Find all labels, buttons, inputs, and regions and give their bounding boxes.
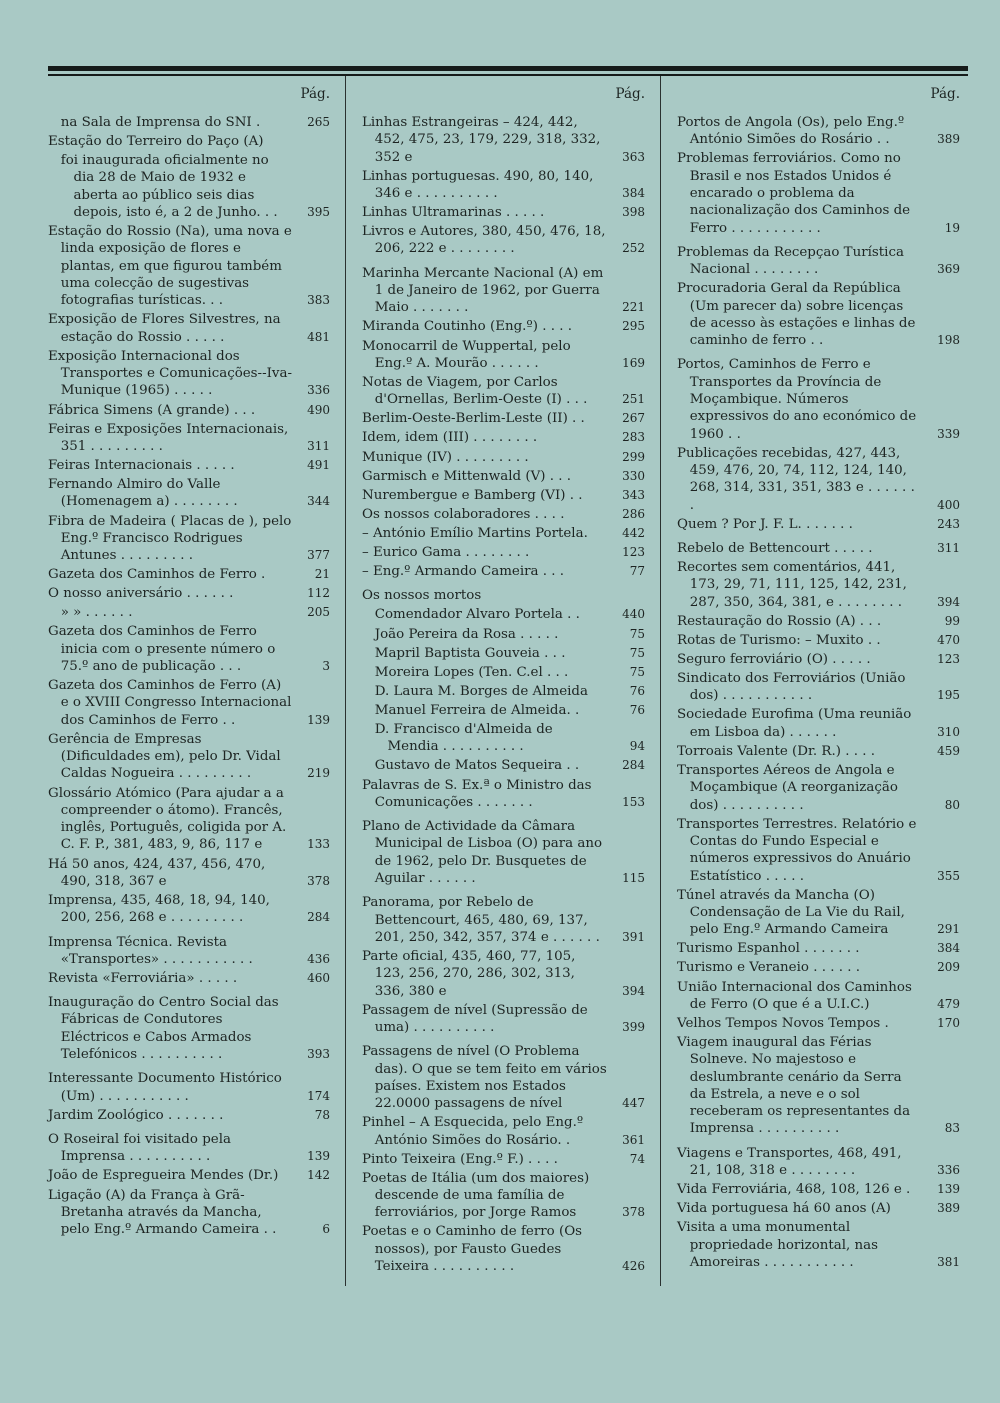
index-entry xyxy=(48,731,330,783)
index-entry xyxy=(677,559,960,611)
entry-page-number: 75 xyxy=(629,645,645,660)
index-entry xyxy=(362,1223,645,1275)
entry-page-number: 384 xyxy=(622,185,645,200)
entry-title: Nurembergue e Bamberg (VI) . . xyxy=(362,487,583,503)
entry-title: – Eng.º Armando Cameira . . . xyxy=(362,564,565,580)
entry-page-number: 343 xyxy=(622,487,645,502)
entry-page-number: 377 xyxy=(307,548,330,563)
entry-title: Munique (IV) . . . . . . . . . xyxy=(362,449,529,465)
entry-page-number: 205 xyxy=(307,605,330,620)
entry-title: Linhas Ultramarinas . . . . . xyxy=(362,205,545,221)
index-entry xyxy=(362,563,645,580)
index-entry xyxy=(48,1107,330,1124)
index-entry xyxy=(677,1145,960,1180)
entry-title: » » . . . . . . xyxy=(60,605,133,621)
index-entry xyxy=(48,785,330,854)
index-entry xyxy=(677,244,960,279)
top-rule xyxy=(48,66,968,71)
entry-page-number: 174 xyxy=(307,1088,330,1103)
entry-page-number: 310 xyxy=(937,724,960,739)
index-entry xyxy=(48,402,330,419)
entry-title: Plano de Actividade da Câmara Municipal de Lisboa (O) para ano de 1962, pelo Dr. Busquetes de Aguilar . . . . . . xyxy=(362,819,603,886)
entry-page-number: 426 xyxy=(622,1259,645,1274)
index-entry xyxy=(677,1181,960,1198)
entry-title: Torroais Valente (Dr. R.) . . . . xyxy=(677,743,876,759)
index-entry xyxy=(48,1187,330,1239)
index-entry xyxy=(362,626,645,643)
index-entry xyxy=(362,204,645,221)
index-entry xyxy=(677,516,960,533)
entry-page-number: 447 xyxy=(622,1096,645,1111)
entry-title: Transportes Aéreos de Angola e Moçambique (A reorganização dos) . . . . . . . . . . xyxy=(677,762,898,813)
entry-page-number: 115 xyxy=(622,871,645,885)
index-entry xyxy=(677,816,960,885)
entry-page-number: 80 xyxy=(944,797,960,812)
entry-title: Glossário Atómico (Para ajudar a a compreender o átomo). Francês, inglês, Português, coligida por A. C. F. P., 381, 483, 9, 86, 117 e xyxy=(48,785,287,853)
entry-page-number: 133 xyxy=(307,837,330,852)
entry-page-number: 267 xyxy=(622,411,645,426)
entry-page-number: 198 xyxy=(937,333,960,348)
entry-title: Revista «Ferroviária» . . . . . xyxy=(48,970,238,986)
entry-title: Gustavo de Matos Sequeira . . xyxy=(374,758,580,774)
index-entry xyxy=(48,994,330,1063)
entry-title: Publicações recebidas, 427, 443, 459, 476, 20, 74, 112, 124, 140, 268, 314, 331, 351, 383 e . . . . . . . xyxy=(677,445,915,513)
entry-page-number: 75 xyxy=(629,626,645,641)
entry-page-number: 252 xyxy=(622,241,645,256)
entry-title: Imprensa, 435, 468, 18, 94, 140, 200, 256, 268 e . . . . . . . . . xyxy=(48,892,270,926)
index-entry xyxy=(677,632,960,649)
index-entry xyxy=(677,743,960,760)
index-entry xyxy=(362,948,645,1000)
entry-title: Velhos Tempos Novos Tempos . xyxy=(677,1015,889,1031)
entry-page-number: 286 xyxy=(622,506,645,521)
entry-page-number: 195 xyxy=(937,688,960,703)
entry-title: Gazeta dos Caminhos de Ferro . xyxy=(48,567,266,583)
entry-page-number: 6 xyxy=(322,1222,330,1237)
entry-page-number: 153 xyxy=(622,794,645,809)
index-entry xyxy=(362,664,645,681)
index-entry xyxy=(362,1002,645,1037)
entry-title: Fábrica Simens (A grande) . . . xyxy=(48,402,256,418)
entry-title: Manuel Ferreira de Almeida. . xyxy=(374,702,580,718)
index-entry xyxy=(677,280,960,349)
entry-page-number: 169 xyxy=(622,355,645,370)
index-entry xyxy=(48,1131,330,1166)
index-entry xyxy=(362,645,645,662)
entry-title: Problemas da Recepçao Turística Nacional . . . . . . . . xyxy=(677,244,904,278)
entry-title: na Sala de Imprensa do SNI . xyxy=(60,115,261,130)
entry-page-number: 83 xyxy=(944,1121,960,1136)
index-entry xyxy=(48,677,330,729)
entry-title: Marinha Mercante Nacional (A) em 1 de Janeiro de 1962, por Guerra Maio . . . . . . . xyxy=(362,265,604,316)
entry-page-number: 355 xyxy=(937,868,960,883)
index-entry xyxy=(677,114,960,149)
entry-page-number: 389 xyxy=(937,1201,960,1216)
entry-title: Gerência de Empresas (Dificuldades em), pelo Dr. Vidal Caldas Nogueira . . . . . . . . . xyxy=(48,731,281,782)
index-entry xyxy=(677,959,960,976)
index-entry xyxy=(677,1015,960,1032)
entry-title: Passagens de nível (O Problema das). O que se tem feito em vários países. Existem nos Estados 22.0000 passagens de nível xyxy=(362,1044,607,1112)
entry-page-number: 265 xyxy=(307,115,330,129)
entry-page-number: 393 xyxy=(307,1047,330,1062)
entry-title: Interessante Documento Histórico (Um) . . . . . . . . . . . xyxy=(48,1071,282,1104)
index-entry xyxy=(362,338,645,373)
entry-title: Portos de Angola (Os), pelo Eng.º António Simões do Rosário . . xyxy=(677,115,905,148)
entry-page-number: 440 xyxy=(622,607,645,622)
entry-title: Gazeta dos Caminhos de Ferro (A) e o XVIII Congresso Internacional dos Caminhos de Ferro . . xyxy=(48,678,292,728)
index-entry xyxy=(362,223,645,258)
page-header-label: Pág. xyxy=(930,86,960,102)
entry-title: Problemas ferroviários. Como no Brasil e nos Estados Unidos é encarado o problema da nacionalização dos Caminhos de Ferro . . . . . . . . . . . xyxy=(677,151,911,236)
entry-title: Turismo e Veraneio . . . . . . xyxy=(677,960,861,976)
entry-title: Transportes Terrestres. Relatório e Contas do Fundo Especial e números expressivos do Anuário Estatístico . . . . . xyxy=(677,816,917,884)
entry-title: Há 50 anos, 424, 437, 456, 470, 490, 318, 367 e xyxy=(48,856,266,889)
index-entry xyxy=(48,1167,330,1184)
index-entry xyxy=(677,651,960,668)
index-entry xyxy=(48,892,330,927)
entry-page-number: 21 xyxy=(314,567,330,582)
index-entry xyxy=(362,721,645,756)
index-entry xyxy=(48,856,330,891)
entry-title: Viagens e Transportes, 468, 491, 21, 108, 318 e . . . . . . . . xyxy=(677,1145,902,1179)
index-entry xyxy=(48,348,330,400)
index-entry xyxy=(48,114,330,131)
entry-page-number: 299 xyxy=(622,449,645,464)
index-entry xyxy=(362,683,645,700)
entry-page-number: 394 xyxy=(622,983,645,998)
entry-title: Jardim Zoológico . . . . . . . xyxy=(48,1107,224,1123)
entry-title: Procuradoria Geral da República (Um parecer da) sobre licenças de acesso às estações e linhas de caminho de ferro . . xyxy=(677,281,916,349)
entry-title: Sindicato dos Ferroviários (União dos) . . . . . . . . . . . xyxy=(677,671,906,704)
entry-title: Berlim-Oeste-Berlim-Leste (II) . . xyxy=(362,411,585,427)
entry-page-number: 400 xyxy=(937,497,960,512)
entry-page-number: 378 xyxy=(622,1205,645,1220)
index-entry xyxy=(362,894,645,946)
index-entry xyxy=(677,540,960,557)
entry-page-number: 76 xyxy=(629,683,645,698)
index-entry xyxy=(362,429,645,446)
index-entry xyxy=(362,525,645,542)
entry-page-number: 381 xyxy=(937,1254,960,1269)
entry-page-number: 311 xyxy=(307,438,330,453)
index-entry xyxy=(362,702,645,719)
entry-page-number: 283 xyxy=(622,430,645,445)
entry-title: Portos, Caminhos de Ferro e Transportes da Província de Moçambique. Números expressivos do ano económico de 1960 . . xyxy=(677,357,917,442)
entry-page-number: 361 xyxy=(622,1132,645,1147)
index-entry xyxy=(362,487,645,504)
entry-page-number: 491 xyxy=(307,458,330,473)
index-entry xyxy=(677,1219,960,1271)
index-entry xyxy=(48,133,330,150)
index-entry xyxy=(677,150,960,236)
index-entry xyxy=(362,1043,645,1112)
entry-page-number: 251 xyxy=(622,392,645,407)
index-entry xyxy=(362,114,645,166)
index-entry xyxy=(677,706,960,741)
index-entry xyxy=(677,1200,960,1217)
entry-title: Idem, idem (III) . . . . . . . . xyxy=(362,430,538,446)
entry-title: Notas de Viagem, por Carlos d'Ornellas, Berlim-Oeste (I) . . . xyxy=(362,374,588,408)
entry-title: Visita a uma monumental propriedade horizontal, nas Amoreiras . . . . . . . . . . . xyxy=(677,1220,878,1270)
entry-title: Comendador Alvaro Portela . . xyxy=(374,607,580,623)
entry-title: Linhas portuguesas. 490, 80, 140, 346 e . . . . . . . . . . xyxy=(362,168,594,201)
entry-page-number: 3 xyxy=(322,659,330,674)
index-entry xyxy=(362,374,645,409)
index-entry xyxy=(362,449,645,466)
index-entry xyxy=(362,506,645,523)
entry-title: Rotas de Turismo: – Muxito . . xyxy=(677,632,881,648)
index-entry xyxy=(362,1151,645,1168)
entry-page-number: 19 xyxy=(944,220,960,235)
entry-page-number: 139 xyxy=(307,712,330,727)
entry-title: Garmisch e Mittenwald (V) . . . xyxy=(362,468,572,484)
entry-title: Panorama, por Rebelo de Bettencourt, 465, 480, 69, 137, 201, 250, 342, 357, 374 e . . . . . . xyxy=(362,895,600,945)
entry-title: Livros e Autores, 380, 450, 476, 18, 206, 222 e . . . . . . . . xyxy=(362,224,606,257)
entry-title: Poetas e o Caminho de ferro (Os nossos), por Fausto Guedes Teixeira . . . . . . . . . . xyxy=(362,1224,583,1275)
entry-page-number: 139 xyxy=(937,1182,960,1197)
entry-page-number: 77 xyxy=(629,564,645,579)
entry-title: O nosso aniversário . . . . . . xyxy=(48,586,234,602)
entry-page-number: 363 xyxy=(622,149,645,164)
entry-page-number: 291 xyxy=(937,922,960,937)
index-entry xyxy=(48,566,330,583)
index-entry xyxy=(48,934,330,969)
index-entry xyxy=(362,265,645,317)
index-entry xyxy=(48,476,330,511)
entry-title: O Roseiral foi visitado pela Imprensa . . . . . . . . . . xyxy=(48,1132,231,1165)
entry-page-number: 481 xyxy=(307,329,330,344)
entry-page-number: 330 xyxy=(622,468,645,483)
index-entry xyxy=(362,1114,645,1149)
index-entry xyxy=(362,818,645,887)
entry-title: Exposição Internacional dos Transportes e Comunicações--Iva-Munique (1965) . . . . . xyxy=(48,348,292,399)
entry-title: Mapril Baptista Gouveia . . . xyxy=(374,645,566,661)
entry-title: Túnel através da Mancha (O) Condensação de La Vie du Rail, pelo Eng.º Armando Cameira xyxy=(677,887,905,938)
entry-page-number: 389 xyxy=(937,132,960,147)
index-entry xyxy=(48,152,330,221)
entry-page-number: 123 xyxy=(622,544,645,559)
index-entry xyxy=(48,223,330,309)
page-header-label: Pág. xyxy=(615,86,645,102)
entry-page-number: 99 xyxy=(944,613,960,628)
entry-page-number: 394 xyxy=(937,594,960,609)
entry-page-number: 74 xyxy=(629,1151,645,1166)
entry-page-number: 436 xyxy=(307,951,330,966)
entry-title: Gazeta dos Caminhos de Ferro inicia com o presente número o 75.º ano de publicação . . . xyxy=(48,624,276,675)
entry-title: Estação do Terreiro do Paço (A) xyxy=(48,134,264,150)
index-entry xyxy=(362,1170,645,1222)
entry-title: Exposição de Flores Silvestres, na estação do Rossio . . . . . xyxy=(48,312,281,345)
entry-page-number: 209 xyxy=(937,960,960,975)
column-divider xyxy=(345,76,346,1286)
entry-title: Imprensa Técnica. Revista «Transportes» . . . . . . . . . . . xyxy=(48,934,253,967)
top-rule-thin xyxy=(48,74,968,76)
entry-title: Quem ? Por J. F. L. . . . . . . xyxy=(677,516,853,532)
entry-title: foi inaugurada oficialmente no dia 28 de Maio de 1932 e aberta ao público seis dias depois, isto é, a 2 de Junho. . . xyxy=(60,153,278,221)
index-entry xyxy=(677,940,960,957)
index-column-3 xyxy=(677,86,960,1273)
entry-page-number: 399 xyxy=(622,1019,645,1034)
entry-title: Estação do Rossio (Na), uma nova e linda exposição de flores e plantas, em que figurou também uma colecção de sugestivas fotografias turísticas. . . xyxy=(48,224,292,309)
entry-page-number: 460 xyxy=(307,970,330,985)
entry-title: Linhas Estrangeiras – 424, 442, 452, 475, 23, 179, 229, 318, 332, 352 e xyxy=(362,115,601,165)
index-entry xyxy=(48,970,330,987)
entry-title: Os nossos mortos xyxy=(362,588,482,604)
entry-title: Fibra de Madeira ( Placas de ), pelo Eng.º Francisco Rodrigues Antunes . . . . . . . . . xyxy=(48,513,292,564)
entry-title: Restauração do Rossio (A) . . . xyxy=(677,613,882,629)
index-entry xyxy=(362,777,645,812)
entry-page-number: 442 xyxy=(622,525,645,540)
entry-page-number: 344 xyxy=(307,494,330,509)
entry-page-number: 219 xyxy=(307,766,330,781)
entry-page-number: 479 xyxy=(937,996,960,1011)
entry-page-number: 284 xyxy=(307,910,330,925)
entry-page-number: 383 xyxy=(307,293,330,308)
entry-page-number: 76 xyxy=(629,702,645,717)
index-entry xyxy=(677,613,960,630)
entry-page-number: 336 xyxy=(937,1163,960,1178)
index-entry xyxy=(677,762,960,814)
entry-page-number: 384 xyxy=(937,941,960,956)
entry-page-number: 295 xyxy=(622,319,645,334)
entry-title: União Internacional dos Caminhos de Ferro (O que é a U.I.C.) xyxy=(677,979,912,1012)
index-column-2 xyxy=(362,86,645,1277)
entry-page-number: 139 xyxy=(307,1149,330,1164)
entry-page-number: 470 xyxy=(937,632,960,647)
index-entry xyxy=(677,445,960,514)
index-entry xyxy=(48,1070,330,1105)
entry-page-number: 398 xyxy=(622,205,645,220)
entry-title: Pinhel – A Esquecida, pelo Eng.º António Simões do Rosário. . xyxy=(362,1115,584,1148)
index-entry xyxy=(48,513,330,565)
entry-title: Turismo Espanhol . . . . . . . xyxy=(677,941,860,957)
entry-title: Parte oficial, 435, 460, 77, 105, 123, 256, 270, 286, 302, 313, 336, 380 e xyxy=(362,948,576,999)
entry-title: Moreira Lopes (Ten. C.el . . . xyxy=(374,664,569,680)
index-entry xyxy=(362,318,645,335)
column-divider xyxy=(660,76,661,1286)
entry-title: Passagem de nível (Supressão de uma) . . . . . . . . . . xyxy=(362,1002,588,1035)
entry-title: Poetas de Itália (um dos maiores) descende de uma família de ferroviários, por Jorge Ramos xyxy=(362,1170,590,1221)
entry-title: – Eurico Gama . . . . . . . . xyxy=(362,544,530,560)
index-entry xyxy=(48,421,330,456)
index-entry xyxy=(677,670,960,705)
entry-title: Fernando Almiro do Valle (Homenagem a) . . . . . . . . xyxy=(48,477,238,510)
entry-title: Ligação (A) da França à Grã-Bretanha através da Mancha, pelo Eng.º Armando Cameira . . xyxy=(48,1187,277,1238)
entry-title: Palavras de S. Ex.ª o Ministro das Comunicações . . . . . . . xyxy=(362,777,592,810)
index-entry xyxy=(362,168,645,203)
index-entry xyxy=(48,457,330,474)
entry-title: Vida Ferroviária, 468, 108, 126 e . xyxy=(677,1182,911,1198)
entry-page-number: 391 xyxy=(622,929,645,944)
index-entry xyxy=(362,410,645,427)
entry-title: Feiras e Exposições Internacionais, 351 . . . . . . . . . xyxy=(48,421,289,454)
entry-page-number: 243 xyxy=(937,516,960,531)
entry-title: Rebelo de Bettencourt . . . . . xyxy=(677,541,873,557)
entry-title: Monocarril de Wuppertal, pelo Eng.º A. Mourão . . . . . . xyxy=(362,338,571,371)
index-entry xyxy=(48,604,330,621)
entry-title: Recortes sem comentários, 441, 173, 29, 71, 111, 125, 142, 231, 287, 350, 364, 381, e . . . . . . . . xyxy=(677,560,907,610)
entry-page-number: 142 xyxy=(307,1168,330,1183)
entry-title: Pinto Teixeira (Eng.º F.) . . . . xyxy=(362,1151,558,1167)
entry-page-number: 339 xyxy=(937,426,960,441)
entry-title: Feiras Internacionais . . . . . xyxy=(48,458,235,474)
entry-page-number: 395 xyxy=(307,205,330,220)
entry-title: Viagem inaugural das Férias Solneve. No majestoso e deslumbrante cenário da Serra da Estrela, a neve e o sol receberam os representantes da Imprensa . . . . . . . . . . xyxy=(677,1034,911,1137)
index-entry xyxy=(677,1034,960,1138)
index-entry xyxy=(48,623,330,675)
entry-title: João Pereira da Rosa . . . . . xyxy=(374,626,559,642)
index-entry xyxy=(48,585,330,602)
index-entry xyxy=(362,468,645,485)
index-entry xyxy=(362,606,645,623)
entry-title: D. Francisco d'Almeida de Mendia . . . . . . . . . . xyxy=(374,722,553,755)
entry-page-number: 75 xyxy=(629,664,645,679)
entry-title: Os nossos colaboradores . . . . xyxy=(362,506,565,522)
index-entry xyxy=(362,757,645,774)
page-header-label: Pág. xyxy=(300,86,330,102)
entry-page-number: 123 xyxy=(937,651,960,666)
entry-title: Sociedade Eurofima (Uma reunião em Lisboa da) . . . . . . xyxy=(677,707,912,740)
entry-page-number: 170 xyxy=(937,1015,960,1030)
entry-title: Vida portuguesa há 60 anos (A) xyxy=(677,1201,891,1217)
entry-page-number: 336 xyxy=(307,383,330,398)
entry-page-number: 369 xyxy=(937,262,960,277)
entry-page-number: 112 xyxy=(307,586,330,601)
entry-page-number: 94 xyxy=(629,739,645,754)
entry-title: D. Laura M. Borges de Almeida xyxy=(374,683,588,699)
entry-page-number: 284 xyxy=(622,758,645,773)
entry-page-number: 78 xyxy=(314,1107,330,1122)
entry-title: Seguro ferroviário (O) . . . . . xyxy=(677,651,871,667)
entry-page-number: 459 xyxy=(937,743,960,758)
entry-page-number: 378 xyxy=(307,873,330,888)
index-entry xyxy=(362,544,645,561)
entry-page-number: 311 xyxy=(937,541,960,556)
entry-title: João de Espregueira Mendes (Dr.) xyxy=(48,1168,279,1184)
index-entry xyxy=(48,311,330,346)
index-entry xyxy=(362,587,645,604)
index-entry xyxy=(677,887,960,939)
index-entry xyxy=(677,979,960,1014)
entry-page-number: 221 xyxy=(622,300,645,315)
entry-title: Miranda Coutinho (Eng.º) . . . . xyxy=(362,319,573,335)
index-column-1 xyxy=(48,86,330,1240)
entry-page-number: 490 xyxy=(307,402,330,417)
index-entry xyxy=(677,356,960,442)
entry-title: Inauguração do Centro Social das Fábricas de Condutores Eléctricos e Cabos Armados Telefónicos . . . . . . . . . . xyxy=(48,995,279,1063)
entry-title: – António Emílio Martins Portela. xyxy=(362,525,588,541)
